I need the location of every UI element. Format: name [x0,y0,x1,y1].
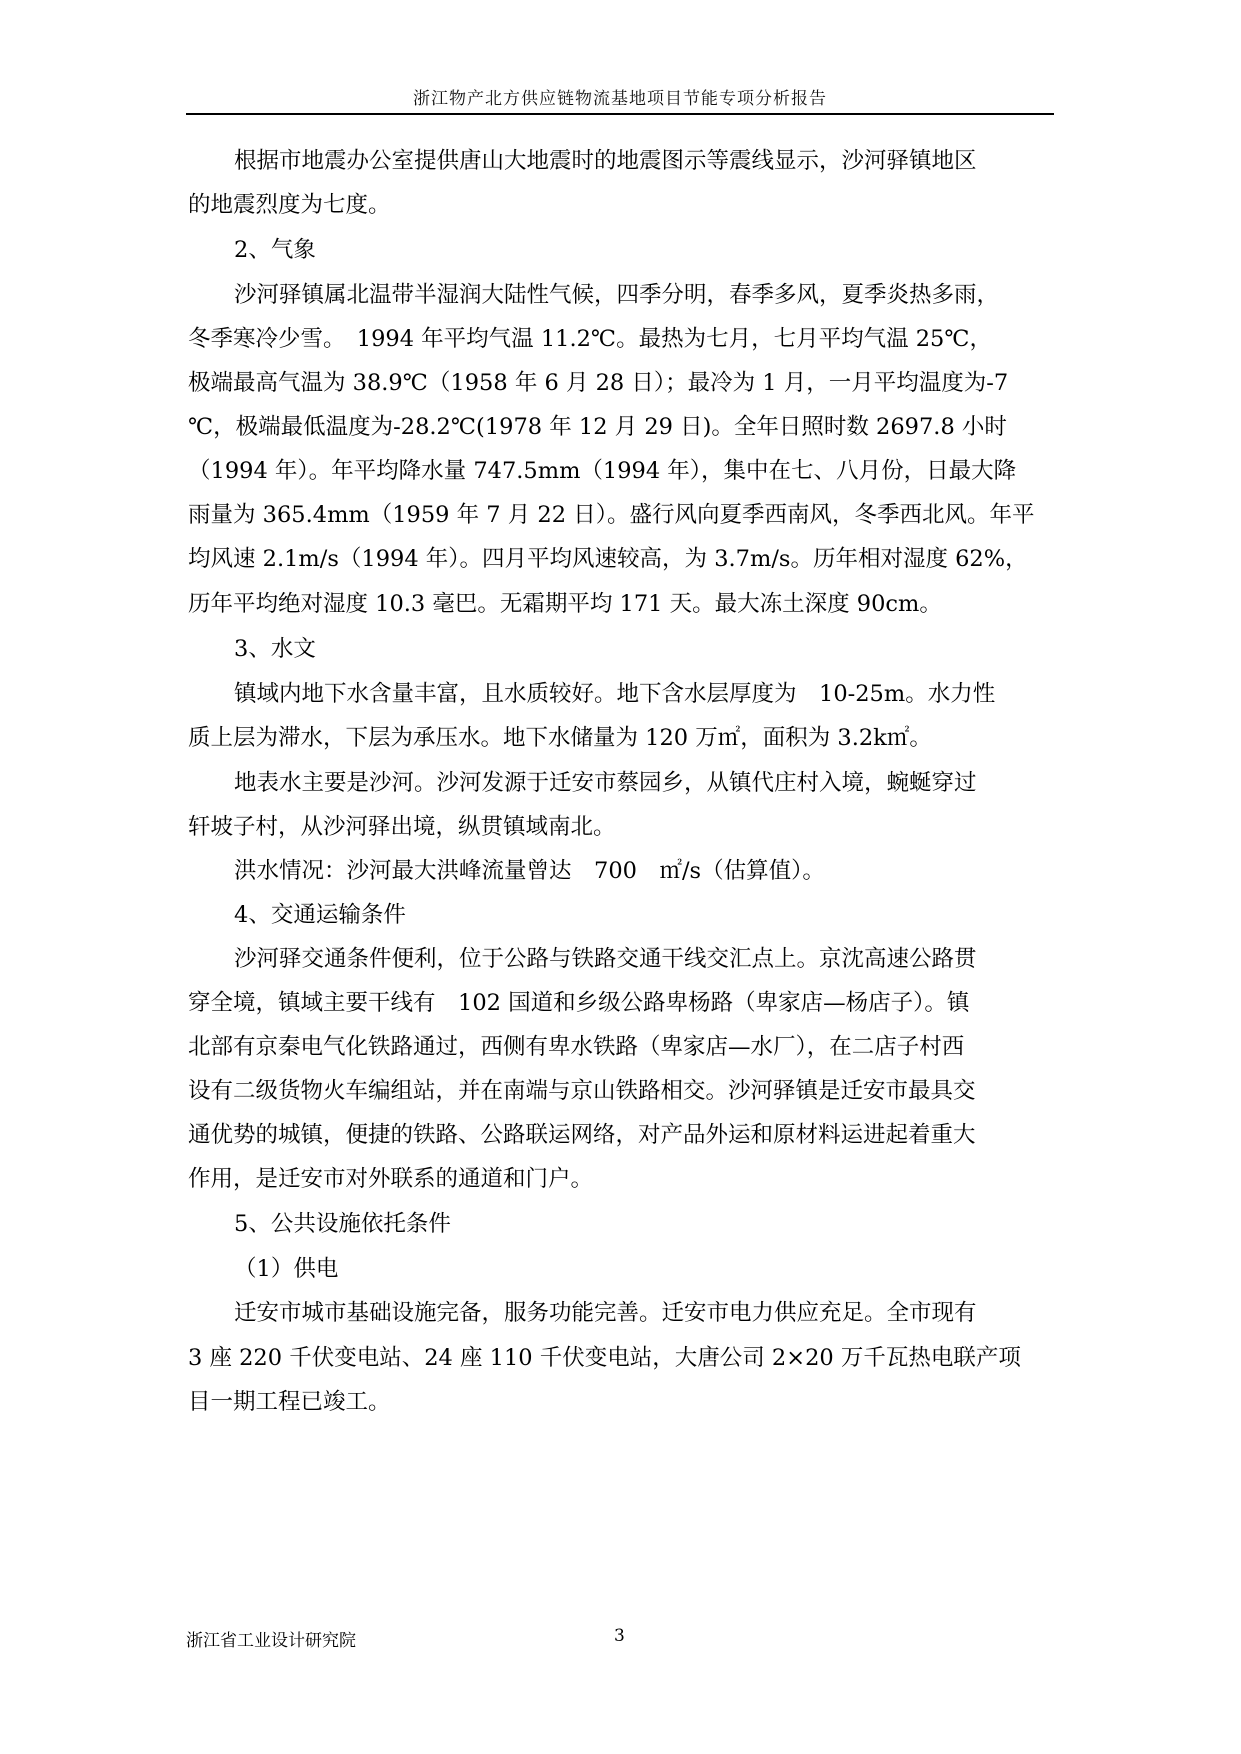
text-line: 通优势的城镇，便捷的铁路、公路联运网络，对产品外运和原材料运进起着重大 [188,1122,976,1148]
text-line: 沙河驿交通条件便利，位于公路与铁路交通干线交汇点上。京沈高速公路贯 [234,946,977,972]
footer-organization: 浙江省工业设计研究院 [186,1631,356,1651]
text-line: 雨量为 365.4mm（1959 年 7 月 22 日）。盛行风向夏季西南风，冬季西北风。年平 [188,502,1035,528]
text-line: 的地震烈度为七度。 [188,192,391,218]
header-rule [186,113,1054,115]
section-heading: 2、气象 [234,237,316,263]
text-line: 冬季寒冷少雪。 1994 年平均气温 11.2℃。最热为七月，七月平均气温 25℃， [188,326,993,352]
text-line: 极端最高气温为 38.9℃（1958 年 6 月 28 日）；最冷为 1 月，一月平均温度为-7 [188,370,1009,396]
text-line: 穿全境，镇域主要干线有 102 国道和乡级公路卑杨路（卑家店—杨店子）。镇 [188,990,970,1016]
text-line: 沙河驿镇属北温带半湿润大陆性气候，四季分明，春季多风，夏季炎热多雨， [234,282,1000,308]
text-line: 3 座 220 千伏变电站、24 座 110 千伏变电站，大唐公司 2×20 万千瓦热电联产项 [188,1345,1021,1371]
text-line: 地表水主要是沙河。沙河发源于迁安市蔡园乡，从镇代庄村入境，蜿蜒穿过 [234,770,977,796]
text-line: 质上层为滞水，下层为承压水。地下水储量为 120 万㎡，面积为 3.2k㎡。 [188,725,932,751]
text-line: （1994 年）。年平均降水量 747.5mm（1994 年），集中在七、八月份，日最大降 [188,458,1017,484]
text-line: 轩坡子村，从沙河驿出境，纵贯镇域南北。 [188,814,616,840]
text-line: 镇域内地下水含量丰富，且水质较好。地下含水层厚度为 10-25m。水力性 [234,681,996,707]
text-line: 设有二级货物火车编组站，并在南端与京山铁路相交。沙河驿镇是迁安市最具交 [188,1078,976,1104]
page-header-title: 浙江物产北方供应链物流基地项目节能专项分析报告 [413,89,827,109]
text-line: ℃，极端最低温度为-28.2℃(1978 年 12 月 29 日)。全年日照时数 2697.8 小时 [188,414,1007,440]
section-heading: 4、交通运输条件 [234,902,406,928]
text-line: 洪水情况：沙河最大洪峰流量曾达 700 ㎡/s（估算值）。 [234,858,825,884]
section-heading: 5、公共设施依托条件 [234,1211,451,1237]
text-line: 根据市地震办公室提供唐山大地震时的地震图示等震线显示，沙河驿镇地区 [234,148,977,174]
text-line: 目一期工程已竣工。 [188,1389,391,1415]
section-heading: 3、水文 [234,636,316,662]
text-line: 历年平均绝对湿度 10.3 毫巴。无霜期平均 171 天。最大冻土深度 90cm。 [188,591,942,617]
text-line: 作用，是迁安市对外联系的通道和门户。 [188,1166,594,1192]
page-number: 3 [614,1626,625,1646]
text-line: 均风速 2.1m/s（1994 年）。四月平均风速较高，为 3.7m/s。历年相对湿度 62%， [188,546,1028,572]
text-line: 北部有京秦电气化铁路通过，西侧有卑水铁路（卑家店—水厂），在二店子村西 [188,1034,965,1060]
text-line: 迁安市城市基础设施完备，服务功能完善。迁安市电力供应充足。全市现有 [234,1300,977,1326]
subsection-heading: （1）供电 [234,1256,339,1282]
